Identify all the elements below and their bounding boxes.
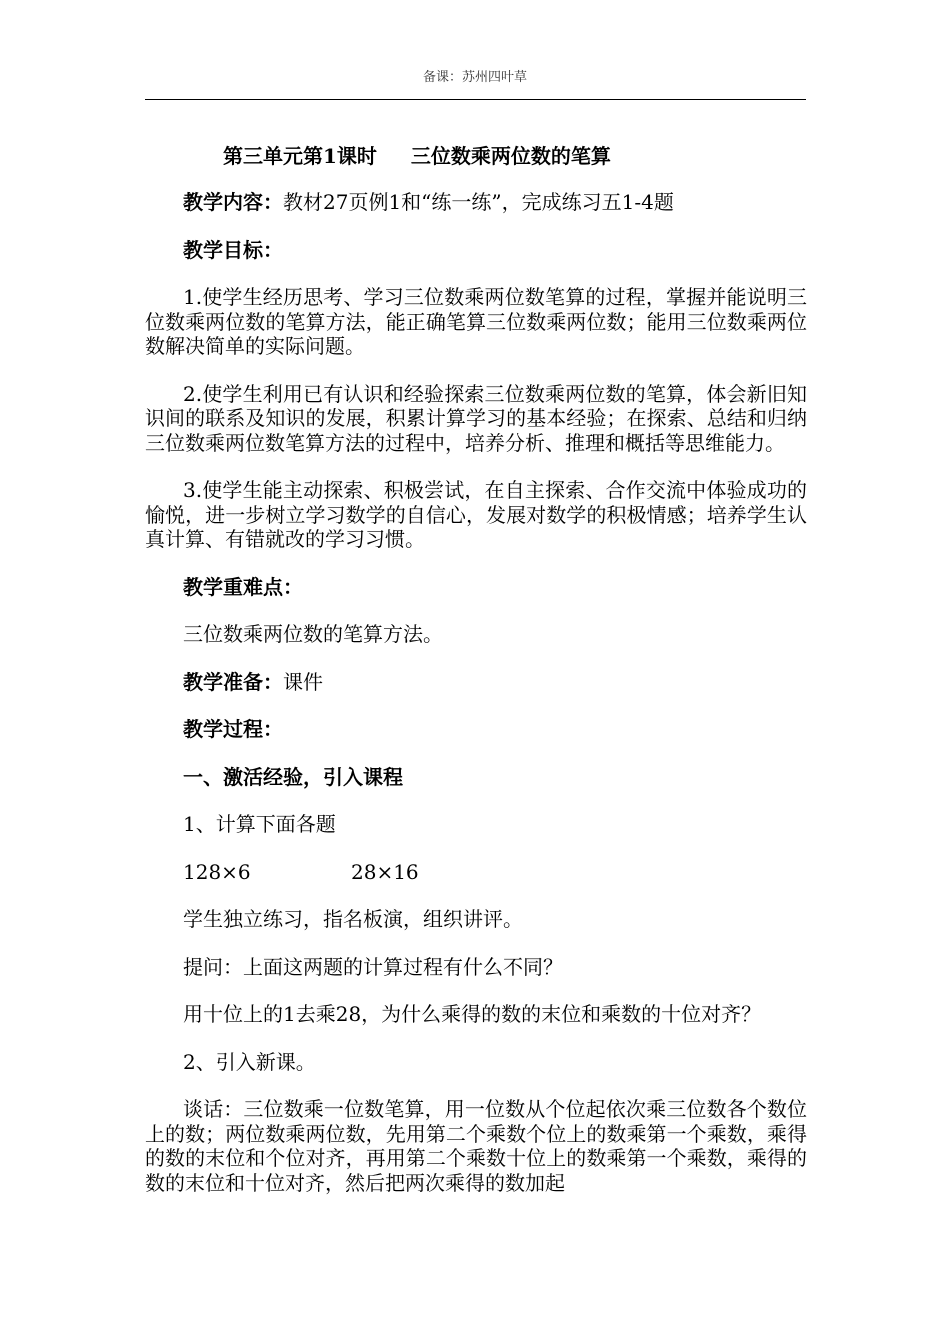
equation-1: 128×6 [183,859,251,884]
document-body [145,140,807,1195]
header-rule [145,99,806,100]
question-2: 用十位上的1去乘28，为什么乘得的数的末位和乘数的十位对齐？ [183,1002,762,1026]
equation-row [145,860,807,885]
objective-item-2: 2.使学生利用已有认识和经验探索三位数乘两位数的笔算，体会新旧知识间的联系及知识的发展，积累计算学习的基本经验；在探索、总结和归纳三位数乘两位数笔算方法的过程中，培养分析、推理和概括等思维能力。 [145,381,807,455]
objectives-heading: 教学目标： [183,237,283,262]
objective-item-1: 1.使学生经历思考、学习三位数乘两位数笔算的过程，掌握并能说明三位数乘两位数的笔算方法，能正确笔算三位数乘两位数；能用三位数乘两位数解决简单的实际问题。 [145,285,807,358]
objective-item-3: 3.使学生能主动探索、积极尝试，在自主探索、合作交流中体验成功的愉悦，进一步树立学习数学的自信心，发展对数学的积极情感；培养学生认真计算、有错就改的学习习惯。 [145,478,807,551]
talk-paragraph: 谈话：三位数乘一位数笔算，用一位数从个位起依次乘三位数各个数位上的数；两位数乘两位数，先用第二个乘数个位上的数乘第一个乘数，乘得的数的末位和个位对齐，再用第二个乘数十位上的数乘第一个乘数，乘得的数的末位和十位对齐，然后把两次乘得的数加起 [145,1097,807,1195]
teaching-content-label: 教学内容： [183,190,283,214]
teaching-content-text: 教材27页例1和“练一练”，完成练习五1-4题 [283,190,674,214]
teaching-preparation [145,670,807,695]
teaching-content [145,190,807,215]
page-header: 备课：苏州四叶草 [422,70,527,85]
teaching-preparation-label: 教学准备： [183,669,283,694]
key-points-heading: 教学重难点： [183,574,303,599]
process-heading: 教学过程： [183,717,283,741]
teaching-preparation-text: 课件 [283,669,323,694]
equation-2: 28×16 [351,859,419,884]
key-points-text: 三位数乘两位数的笔算方法。 [183,622,443,646]
question-1: 提问：上面这两题的计算过程有什么不同？ [183,954,563,979]
lesson-title [145,144,807,168]
section-heading-1: 一、激活经验，引入课程 [183,764,403,789]
step-1: 1、计算下面各题 [183,812,336,836]
lesson-unit: 第三单元第1课时 [223,144,377,168]
practice-text: 学生独立练习，指名板演，组织讲评。 [183,907,523,931]
step-2: 2、引入新课。 [183,1049,316,1074]
lesson-topic: 三位数乘两位数的笔算 [410,144,611,168]
